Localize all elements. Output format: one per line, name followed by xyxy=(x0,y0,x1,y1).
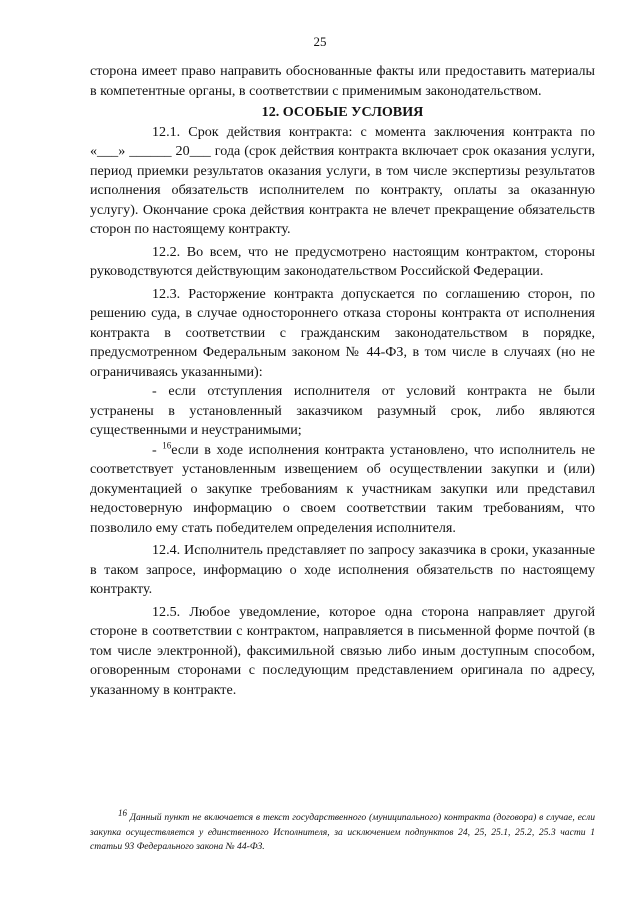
section-heading: 12. ОСОБЫЕ УСЛОВИЯ xyxy=(261,104,424,120)
footnote-text: Данный пункт не включается в текст государственного (муниципального) контракта (договора) в случае, если закупка осуществляется у единственного Исполнителя, за исключением подпунктов 24, 25, 25.1, 25.2, 25.3 части 1 статьи 93 Федерального закона № 44-ФЗ. xyxy=(90,812,595,852)
clause-12-3: 12.3. Расторжение контракта допускается по соглашению сторон, по решению суда, в случае одностороннего отказа стороны контракта от исполнения контракта в соответствии с гражданским законодательством в порядке, предусмотренном Федеральным законом № 44-ФЗ, в том числе в случаях (но не ограничиваясь указанными): xyxy=(90,285,595,380)
page-number: 25 xyxy=(313,34,327,49)
footnote-marker: 16 xyxy=(118,807,127,818)
clause-12-3-bullet-1: - если отступления исполнителя от условий контракта не были устранены в установленный заказчиком разумный срок, либо являются существенными и неустранимыми; xyxy=(90,383,595,438)
footnote-reference[interactable]: 16 xyxy=(162,439,172,450)
document-body xyxy=(90,62,595,700)
clause-12-4: 12.4. Исполнитель представляет по запросу заказчика в сроки, указанные в таком запросе, информацию о ходе исполнения обязательств по настоящему контракту. xyxy=(90,542,595,597)
clause-12-3-bullet-2 xyxy=(90,441,595,539)
bullet-dash: - xyxy=(152,441,163,458)
footnote xyxy=(90,807,595,855)
clause-12-5: 12.5. Любое уведомление, которое одна сторона направляет другой стороне в соответствии с контрактом, направляется в письменной форме почтой (в том числе электронной), факсимильной связью либо иным доступным способом, оговоренным сторонами с последующим представлением оригинала по адресу, указанному в контракте. xyxy=(90,603,595,698)
continuation-paragraph: сторона имеет право направить обоснованные факты или предоставить материалы в компетентные органы, в соответствии с применимым законодательством. xyxy=(90,63,595,99)
bullet-2-text: если в ходе исполнения контракта установлено, что исполнитель не соответствует установленным извещением об осуществлении закупки и (или) документацией о закупке требованиям к участникам закупки или представил недостоверную информацию о своем соответствии таким требованиям, что позволило ему стать победителем определения исполнителя. xyxy=(90,441,595,536)
clause-12-1: 12.1. Срок действия контракта: с момента заключения контракта по «___» ______ 20___ года (срок действия контракта включает срок оказания услуги, период приемки результатов оказания услуги, в том числе экспертизы результатов исполнения обязательств исполнителем по контракту, оплаты за оказанную услугу). Окончание срока действия контракта не влечет прекращение обязательств сторон по настоящему контракту. xyxy=(90,123,595,237)
clause-12-2: 12.2. Во всем, что не предусмотрено настоящим контрактом, стороны руководствуются действующим законодательством Российской Федерации. xyxy=(90,243,595,279)
